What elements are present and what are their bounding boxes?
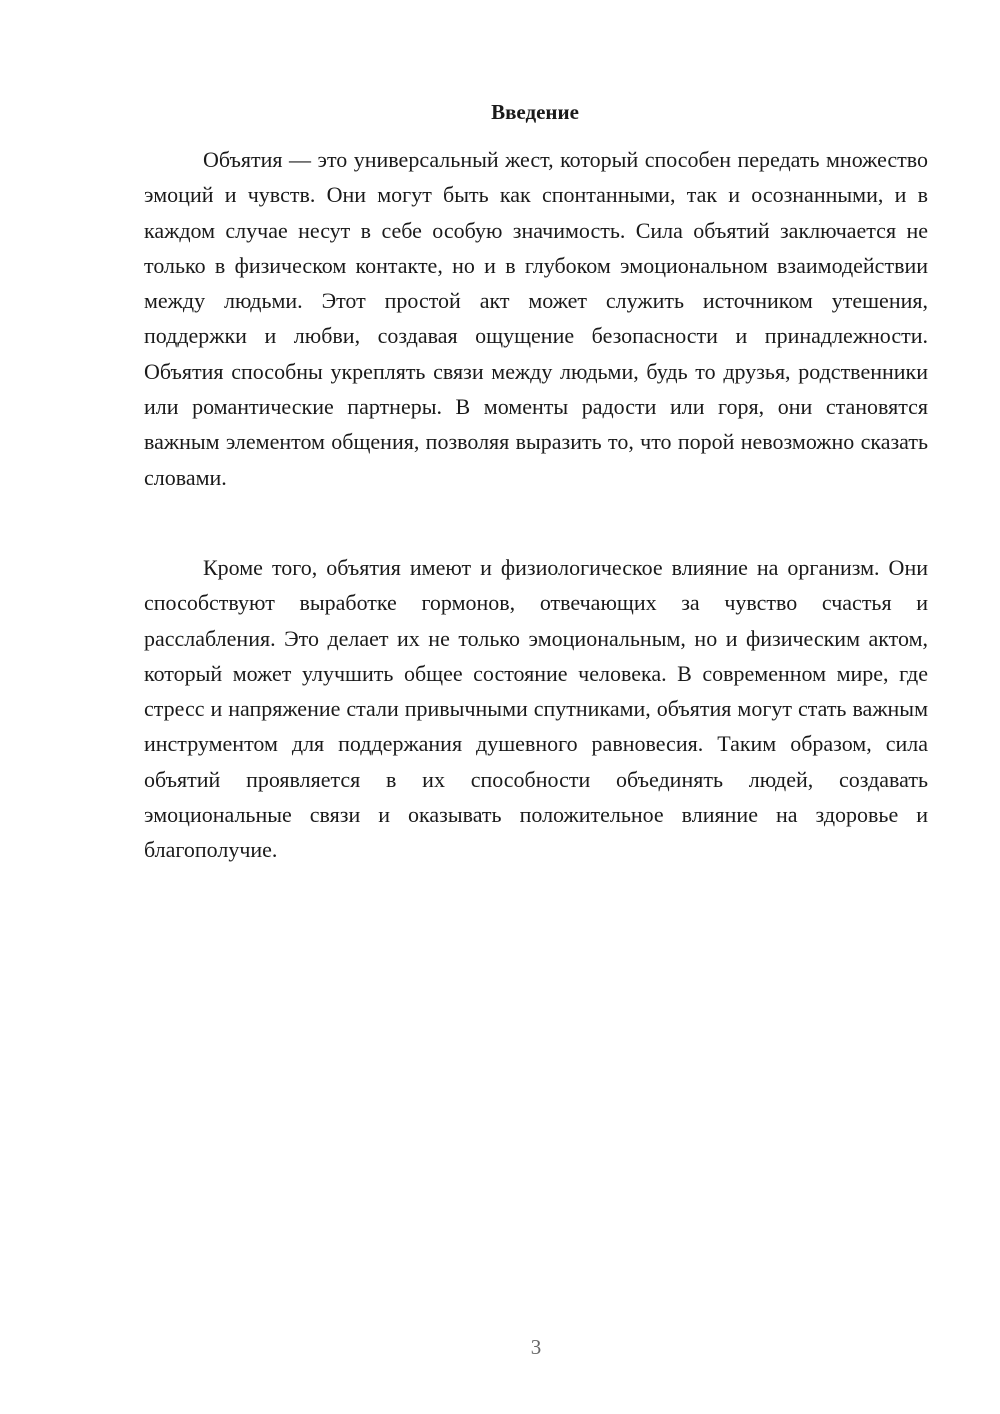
section-heading: Введение (491, 100, 579, 124)
body-paragraph-2: Кроме того, объятия имеют и физиологическое влияние на организм. Они способствуют выработке гормонов, отвечающих за чувство счастья и расслабления. Это делает их не только эмоциональным, но и физическим актом, который может улучшить общее состояние человека. В современном мире, где стресс и напряжение стали привычными спутниками, объятия могут стать важным инструментом для поддержания душевного равновесия. Таким образом, сила объятий проявляется в их способности объединять людей, создавать эмоциональные связи и оказывать положительное влияние на здоровье и благополучие. (144, 555, 928, 863)
page-number: 3 (530, 1335, 542, 1359)
body-paragraph-1: Объятия — это универсальный жест, который способен передать множество эмоций и чувств. Они могут быть как спонтанными, так и осознанными, и в каждом случае несут в себе особую значимость. Сила объятий заключается не только в физическом контакте, но и в глубоком эмоциональном взаимодействии между людьми. Этот простой акт может служить источником утешения, поддержки и любви, создавая ощущение безопасности и принадлежности. Объятия способны укреплять связи между людьми, будь то друзья, родственники или романтические партнеры. В моменты радости или горя, они становятся важным элементом общения, позволяя выразить то, что порой невозможно сказать словами. (144, 147, 928, 490)
